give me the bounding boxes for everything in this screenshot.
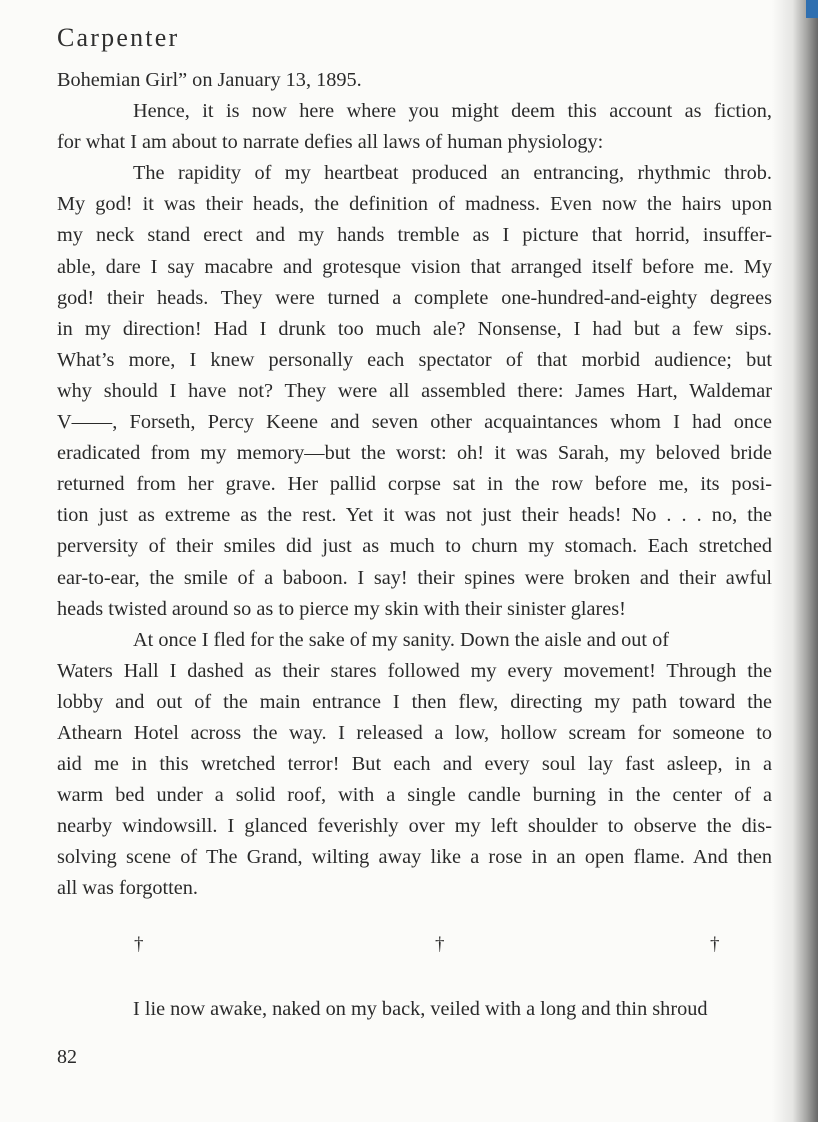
text-line: lobby and out of the main entrance I then flew, directing my path toward the — [57, 690, 772, 713]
text-line: heads twisted around so as to pierce my skin with their sinister glares! — [57, 597, 626, 620]
text-line: My god! it was their heads, the definition of madness. Even now the hairs upon — [57, 193, 772, 216]
text-line: Waters Hall I dashed as their stares followed my every movement! Through the — [57, 659, 772, 682]
text-line: solving scene of The Grand, wilting away like a rose in an open flame. And then — [57, 846, 772, 869]
section-break-dagger: † — [134, 934, 144, 955]
section-break-dagger: † — [710, 934, 720, 955]
page-number: 82 — [57, 1046, 77, 1068]
text-line: ear-to-ear, the smile of a baboon. I say! their spines were broken and their awful — [57, 566, 772, 589]
text-line: Hence, it is now here where you might deem this account as fiction, — [133, 100, 772, 123]
text-line: perversity of their smiles did just as much to churn my stomach. Each stretched — [57, 535, 772, 558]
text-line: in my direction! Had I drunk too much ale? Nonsense, I had but a few sips. — [57, 317, 772, 340]
text-line: aid me in this wretched terror! But each and every soul lay fast asleep, in a — [57, 753, 772, 776]
scan-edge-mark — [806, 0, 818, 18]
text-line: eradicated from my memory—but the worst: oh! it was Sarah, my beloved bride — [57, 442, 772, 465]
text-line: returned from her grave. Her pallid corpse sat in the row before me, its posi- — [57, 473, 772, 496]
text-line: tion just as extreme as the rest. Yet it was not just their heads! No . . . no, the — [57, 504, 772, 527]
text-line: my neck stand erect and my hands tremble as I picture that horrid, insuffer- — [57, 224, 772, 247]
text-line: god! their heads. They were turned a complete one-hundred-and-eighty degrees — [57, 286, 772, 309]
page-edge-shadow — [772, 0, 818, 1122]
text-line: The rapidity of my heartbeat produced an entrancing, rhythmic throb. — [133, 162, 772, 185]
text-line: able, dare I say macabre and grotesque vision that arranged itself before me. My — [57, 255, 772, 278]
section-break-dagger: † — [435, 934, 445, 955]
text-line: V——, Forseth, Percy Keene and seven other acquaintances whom I had once — [57, 411, 772, 434]
text-line: why should I have not? They were all assembled there: James Hart, Waldemar — [57, 379, 772, 402]
text-line: What’s more, I knew personally each spectator of that morbid audience; but — [57, 348, 772, 371]
running-head: Carpenter — [57, 23, 180, 52]
text-line: Athearn Hotel across the way. I released a low, hollow scream for someone to — [57, 721, 772, 744]
text-line: Bohemian Girl” on January 13, 1895. — [57, 69, 362, 91]
text-line: nearby windowsill. I glanced feverishly over my left shoulder to observe the dis- — [57, 815, 772, 838]
text-line: warm bed under a solid roof, with a single candle burning in the center of a — [57, 784, 772, 807]
text-line: all was forgotten. — [57, 877, 198, 900]
closing-paragraph-text: I lie now awake, naked on my back, veiled with a long and thin shroud — [133, 998, 708, 1020]
closing-paragraph-line — [57, 994, 772, 1025]
section-break — [57, 930, 772, 962]
text-line: for what I am about to narrate defies all laws of human physiology: — [57, 131, 604, 154]
body-text — [57, 65, 772, 905]
text-line: At once I fled for the sake of my sanity. Down the aisle and out of — [133, 628, 669, 651]
